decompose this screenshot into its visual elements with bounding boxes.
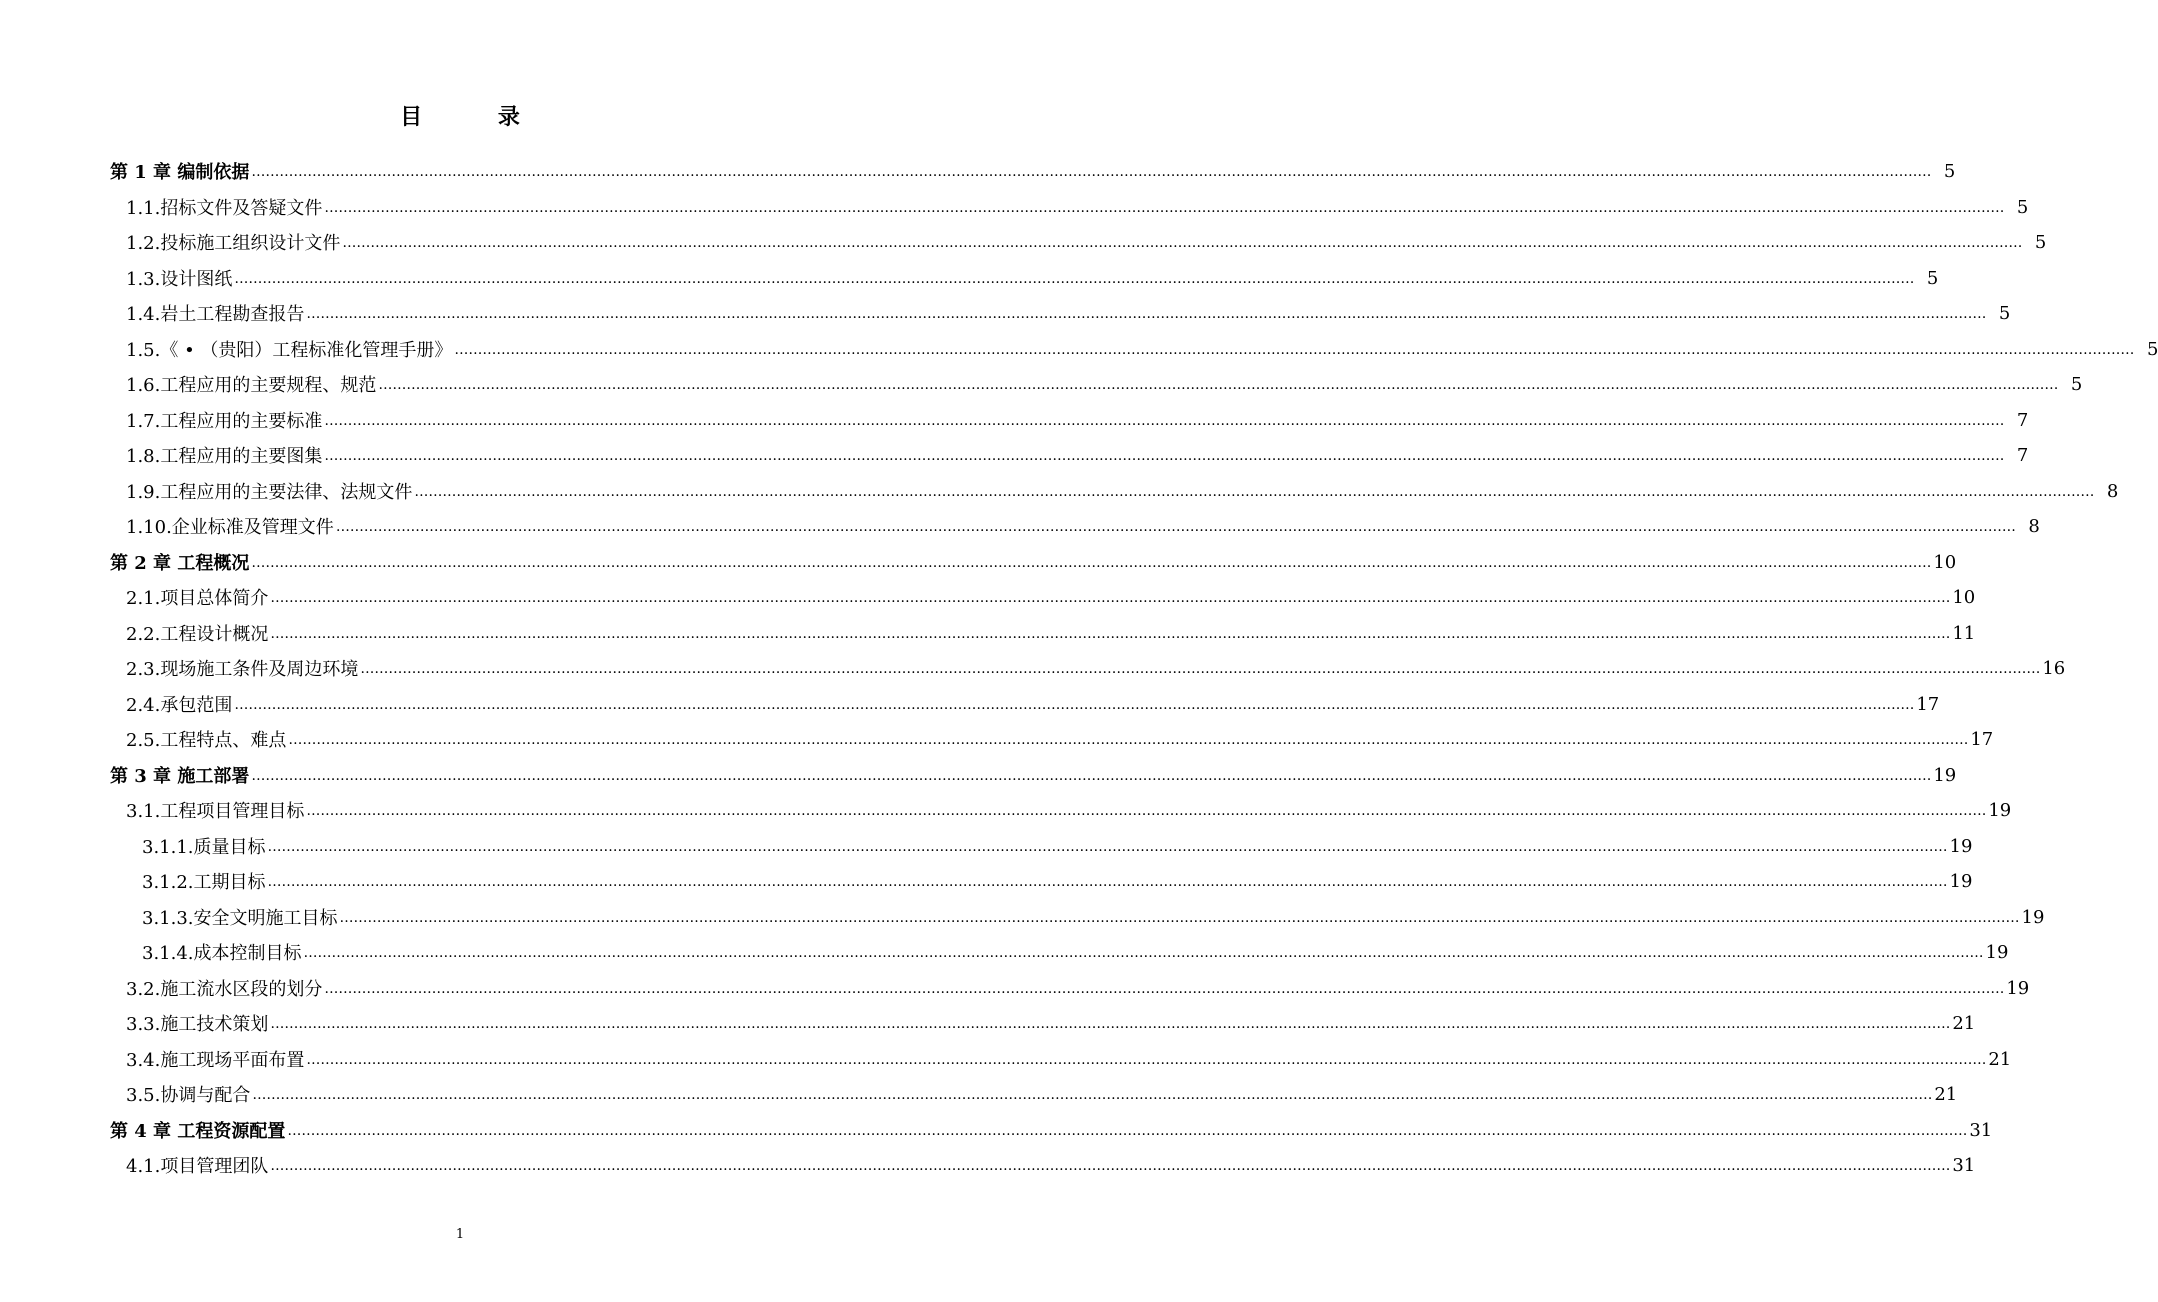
- toc-entry-page: 31: [1969, 1119, 1993, 1141]
- toc-dot-leader: ………………………………………………………………………………………………………………………………………………………………………………………………………………………………………………………………………………………………………………………………: [270, 626, 1951, 642]
- toc-entry-page: 17: [1916, 693, 1940, 715]
- toc-entry-title: 1.4.岩土工程勘查报告: [126, 304, 305, 325]
- toc-entry[interactable]: [126, 333, 2158, 365]
- toc-dot-leader: ………………………………………………………………………………………………………………………………………………………………………………………………………………………………………………………………………………………………………………………………: [324, 448, 2005, 464]
- toc-entry-page: 21: [1988, 1048, 2012, 1070]
- toc-entry-title: 3.4.施工现场平面布置: [126, 1050, 305, 1071]
- toc-entry-title: 1.8.工程应用的主要图集: [126, 446, 323, 467]
- toc-entry[interactable]: [126, 510, 2040, 542]
- toc-entry-title: 1.10.企业标准及管理文件: [126, 517, 334, 538]
- toc-dot-leader: ………………………………………………………………………………………………………………………………………………………………………………………………………………………………………………………………………………………………………………………………: [378, 377, 2059, 393]
- toc-dot-leader: ………………………………………………………………………………………………………………………………………………………………………………………………………………………………………………………………………………………………………………………………: [306, 803, 1987, 819]
- toc-entry[interactable]: [126, 368, 2083, 400]
- toc-entry[interactable]: [126, 262, 1939, 294]
- toc-entry-title: 3.5.协调与配合: [126, 1085, 251, 1106]
- toc-entry[interactable]: [126, 439, 2029, 471]
- toc-entry[interactable]: [142, 865, 1973, 897]
- toc-entry-title: 3.1.4.成本控制目标: [142, 943, 302, 964]
- toc-entry-title: 2.2.工程设计概况: [126, 624, 269, 645]
- toc-entry-page: 10: [1933, 551, 1957, 573]
- toc-entry-page: 7: [2016, 444, 2029, 466]
- toc-entry-title: 2.4.承包范围: [126, 695, 233, 716]
- toc-entry[interactable]: [126, 1149, 1976, 1181]
- toc-dot-leader: ………………………………………………………………………………………………………………………………………………………………………………………………………………………………………………………………………………………………………………………………: [270, 1016, 1951, 1032]
- toc-dot-leader: ………………………………………………………………………………………………………………………………………………………………………………………………………………………………………………………………………………………………………………………………: [234, 271, 1915, 287]
- toc-dot-leader: ………………………………………………………………………………………………………………………………………………………………………………………………………………………………………………………………………………………………………………………………: [288, 732, 1969, 748]
- toc-entry-title: 1.1.招标文件及答疑文件: [126, 198, 323, 219]
- toc-entry-title: 1.5.《 • （贵阳）工程标准化管理手册》: [126, 340, 453, 361]
- toc-dot-leader: ………………………………………………………………………………………………………………………………………………………………………………………………………………………………………………………………………………………………………………………………: [454, 342, 2135, 358]
- toc-dot-leader: ………………………………………………………………………………………………………………………………………………………………………………………………………………………………………………………………………………………………………………………………: [306, 306, 1987, 322]
- toc-entry[interactable]: [126, 688, 1940, 720]
- toc-entry[interactable]: [126, 1007, 1976, 1039]
- toc-dot-leader: ………………………………………………………………………………………………………………………………………………………………………………………………………………………………………………………………………………………………………………………………: [270, 590, 1951, 606]
- page-number: 1: [455, 1227, 465, 1242]
- toc-entry-title: 1.2.投标施工组织设计文件: [126, 233, 341, 254]
- toc-entry-page: 19: [2021, 906, 2045, 928]
- toc-entry-page: 19: [1933, 764, 1957, 786]
- toc-entry-page: 10: [1952, 586, 1976, 608]
- toc-entry[interactable]: [126, 475, 2119, 507]
- toc-entry-title: 4.1.项目管理团队: [126, 1156, 269, 1177]
- toc-entry-title: 第 4 章 工程资源配置: [110, 1121, 286, 1142]
- toc-entry-page: 5: [1926, 267, 1939, 289]
- toc-entry[interactable]: [126, 581, 1976, 613]
- toc-dot-leader: ………………………………………………………………………………………………………………………………………………………………………………………………………………………………………………………………………………………………………………………………: [335, 519, 2016, 535]
- toc-entry[interactable]: [126, 1043, 2012, 1075]
- toc-entry-title: 3.3.施工技术策划: [126, 1014, 269, 1035]
- toc-entry-page: 8: [2028, 515, 2040, 537]
- toc-dot-leader: ………………………………………………………………………………………………………………………………………………………………………………………………………………………………………………………………………………………………………………………………: [251, 164, 1932, 180]
- toc-entry-page: 16: [2042, 657, 2066, 679]
- toc-entry-page: 7: [2016, 409, 2029, 431]
- toc-entry-page: 5: [2016, 196, 2029, 218]
- toc-entry-title: 2.3.现场施工条件及周边环境: [126, 659, 359, 680]
- toc-dot-leader: ………………………………………………………………………………………………………………………………………………………………………………………………………………………………………………………………………………………………………………………………: [251, 768, 1932, 784]
- toc-entry[interactable]: [126, 404, 2029, 436]
- toc-dot-leader: ………………………………………………………………………………………………………………………………………………………………………………………………………………………………………………………………………………………………………………………………: [324, 981, 2005, 997]
- toc-dot-leader: ………………………………………………………………………………………………………………………………………………………………………………………………………………………………………………………………………………………………………………………………: [306, 1052, 1987, 1068]
- toc-dot-leader: ………………………………………………………………………………………………………………………………………………………………………………………………………………………………………………………………………………………………………………………………: [339, 910, 2020, 926]
- toc-dot-leader: ………………………………………………………………………………………………………………………………………………………………………………………………………………………………………………………………………………………………………………………………: [360, 661, 2041, 677]
- toc-entry-title: 第 2 章 工程概况: [110, 553, 250, 574]
- toc-dot-leader: ………………………………………………………………………………………………………………………………………………………………………………………………………………………………………………………………………………………………………………………………: [270, 1158, 1951, 1174]
- toc-entry-page: 21: [1952, 1012, 1976, 1034]
- toc-chapter-entry[interactable]: [110, 1114, 1993, 1146]
- toc-dot-leader: ………………………………………………………………………………………………………………………………………………………………………………………………………………………………………………………………………………………………………………………………: [324, 200, 2005, 216]
- toc-entry[interactable]: [142, 936, 2009, 968]
- toc-entry-page: 5: [2146, 338, 2158, 360]
- toc-entry-page: 8: [2106, 480, 2119, 502]
- toc-entry-title: 3.2.施工流水区段的划分: [126, 979, 323, 1000]
- toc-entry-title: 3.1.2.工期目标: [142, 872, 266, 893]
- toc-entry-title: 第 3 章 施工部署: [110, 766, 250, 787]
- toc-entry-title: 3.1.1.质量目标: [142, 837, 266, 858]
- toc-entry[interactable]: [142, 901, 2045, 933]
- toc-dot-leader: ………………………………………………………………………………………………………………………………………………………………………………………………………………………………………………………………………………………………………………………………: [303, 945, 1984, 961]
- toc-entry-page: 5: [1998, 302, 2011, 324]
- toc-entry-page: 21: [1934, 1083, 1958, 1105]
- toc-entry[interactable]: [126, 794, 2012, 826]
- toc-entry-title: 3.1.3.安全文明施工目标: [142, 908, 338, 929]
- toc-entry-page: 17: [1970, 728, 1994, 750]
- toc-entry[interactable]: [126, 297, 2011, 329]
- toc-entry-page: 19: [1949, 835, 1973, 857]
- toc-entry[interactable]: [126, 972, 2030, 1004]
- toc-dot-leader: ………………………………………………………………………………………………………………………………………………………………………………………………………………………………………………………………………………………………………………………………: [267, 839, 1948, 855]
- page-title: 目 录: [400, 104, 554, 130]
- toc-dot-leader: ………………………………………………………………………………………………………………………………………………………………………………………………………………………………………………………………………………………………………………………………: [267, 874, 1948, 890]
- toc-dot-leader: ………………………………………………………………………………………………………………………………………………………………………………………………………………………………………………………………………………………………………………………………: [251, 555, 1932, 571]
- toc-entry-page: 19: [1985, 941, 2009, 963]
- toc-entry-title: 1.9.工程应用的主要法律、法规文件: [126, 482, 413, 503]
- toc-entry[interactable]: [126, 652, 2066, 684]
- toc-dot-leader: ………………………………………………………………………………………………………………………………………………………………………………………………………………………………………………………………………………………………………………………………: [414, 484, 2095, 500]
- toc-entry[interactable]: [126, 723, 1994, 755]
- toc-entry-page: 5: [2070, 373, 2083, 395]
- toc-entry-page: 5: [1943, 160, 1956, 182]
- toc-entry-page: 19: [1988, 799, 2012, 821]
- toc-entry-title: 3.1.工程项目管理目标: [126, 801, 305, 822]
- toc-dot-leader: ………………………………………………………………………………………………………………………………………………………………………………………………………………………………………………………………………………………………………………………………: [234, 697, 1915, 713]
- toc-chapter-entry[interactable]: [110, 546, 1957, 578]
- toc-entry-page: 5: [2034, 231, 2047, 253]
- toc-dot-leader: ………………………………………………………………………………………………………………………………………………………………………………………………………………………………………………………………………………………………………………………………: [252, 1087, 1933, 1103]
- toc-entry-title: 1.6.工程应用的主要规程、规范: [126, 375, 377, 396]
- toc-dot-leader: ………………………………………………………………………………………………………………………………………………………………………………………………………………………………………………………………………………………………………………………………: [342, 235, 2023, 251]
- toc-entry-title: 2.1.项目总体简介: [126, 588, 269, 609]
- toc-chapter-entry[interactable]: [110, 155, 1956, 187]
- toc-entry-page: 11: [1952, 622, 1976, 644]
- toc-chapter-entry[interactable]: [110, 759, 1957, 791]
- toc-entry[interactable]: [126, 1078, 1958, 1110]
- toc-entry-page: 19: [2006, 977, 2030, 999]
- toc-entry-title: 1.3.设计图纸: [126, 269, 233, 290]
- toc-entry-title: 2.5.工程特点、难点: [126, 730, 287, 751]
- toc-dot-leader: ………………………………………………………………………………………………………………………………………………………………………………………………………………………………………………………………………………………………………………………………: [324, 413, 2005, 429]
- toc-entry-title: 第 1 章 编制依据: [110, 162, 250, 183]
- toc-entry-title: 1.7.工程应用的主要标准: [126, 411, 323, 432]
- toc-entry[interactable]: [126, 226, 2047, 258]
- toc-dot-leader: ………………………………………………………………………………………………………………………………………………………………………………………………………………………………………………………………………………………………………………………………: [287, 1123, 1968, 1139]
- toc-entry-page: 19: [1949, 870, 1973, 892]
- toc-entry[interactable]: [142, 830, 1973, 862]
- toc-entry[interactable]: [126, 617, 1976, 649]
- toc-entry-page: 31: [1952, 1154, 1976, 1176]
- toc-entry[interactable]: [126, 191, 2029, 223]
